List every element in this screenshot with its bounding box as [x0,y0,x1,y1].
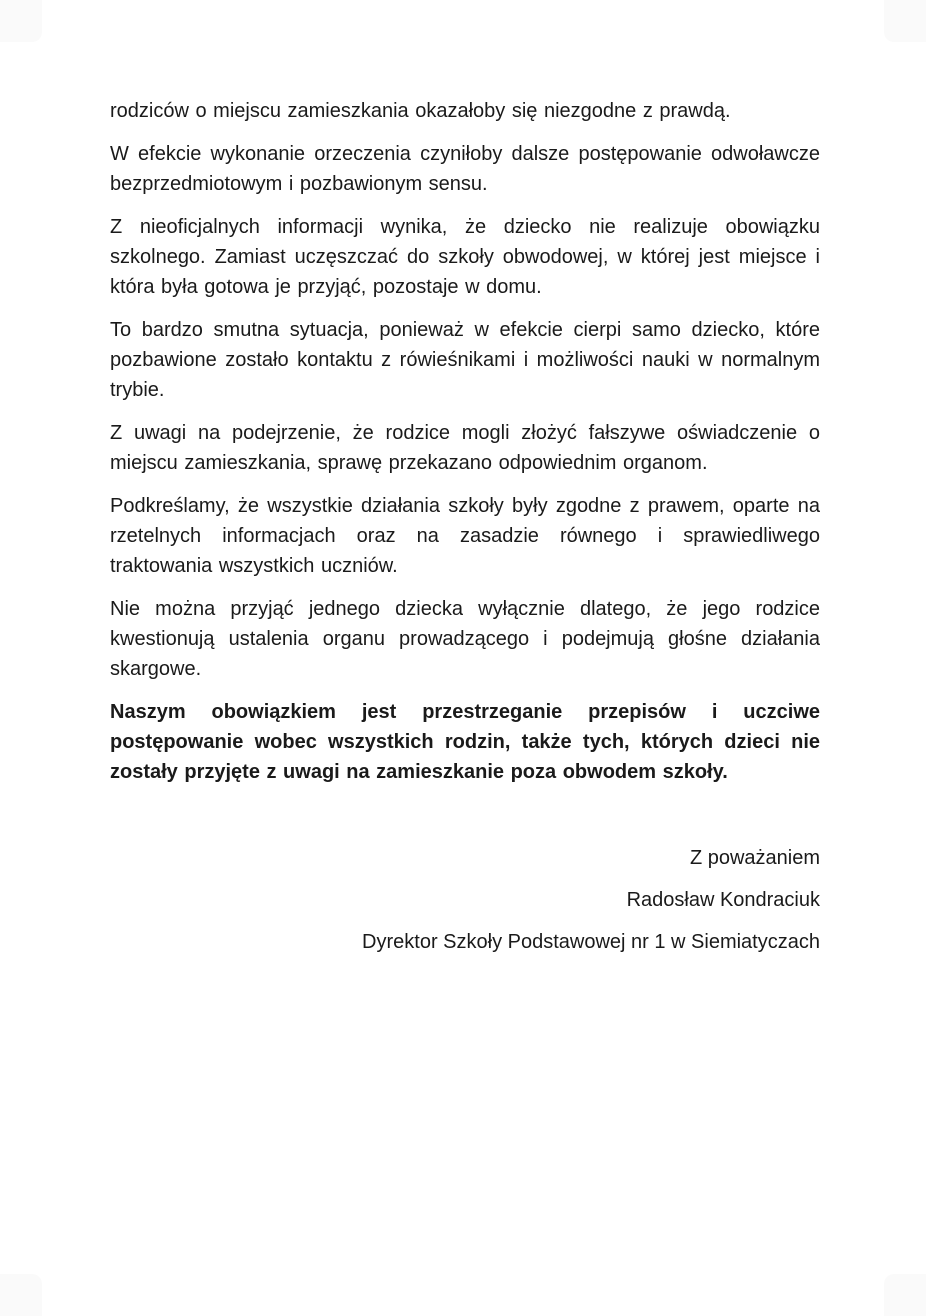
letter-paragraph: Z nieoficjalnych informacji wynika, że dziecko nie realizuje obowiązku szkolnego. Zamiast uczęszczać do szkoły obwodowej, w której jest miejsce i która była gotowa je przyjąć, pozostaje w domu. [110,216,820,298]
letter-body [110,96,820,969]
page-corner-shade [884,1274,926,1316]
letter-paragraph: Nie można przyjąć jednego dziecka wyłącznie dlatego, że jego rodzice kwestionują ustalenia organu prowadzącego i podejmują głośne działania skargowe. [110,598,820,680]
letter-paragraph: W efekcie wykonanie orzeczenia czyniłoby dalsze postępowanie odwoławcze bezprzedmiotowym i pozbawionym sensu. [110,143,820,195]
page-corner-shade [0,0,42,42]
page-corner-shade [884,0,926,42]
letter-paragraph: Z uwagi na podejrzenie, że rodzice mogli złożyć fałszywe oświadczenie o miejscu zamieszkania, sprawę przekazano odpowiednim organom. [110,422,820,474]
letter-paragraph: Podkreślamy, że wszystkie działania szkoły były zgodne z prawem, oparte na rzetelnych informacjach oraz na zasadzie równego i sprawiedliwego traktowania wszystkich uczniów. [110,495,820,577]
signature-block [110,843,820,957]
letter-paragraph: To bardzo smutna sytuacja, ponieważ w efekcie cierpi samo dziecko, które pozbawione zostało kontaktu z rówieśnikami i możliwości nauki w normalnym trybie. [110,319,820,401]
signature-closing: Z poważaniem [689,847,820,869]
page-corner-shade [0,1274,42,1316]
letter-paragraph: Naszym obowiązkiem jest przestrzeganie przepisów i uczciwe postępowanie wobec wszystkich rodzin, także tych, których dzieci nie zostały przyjęte z uwagi na zamieszkanie poza obwodem szkoły. [110,701,820,783]
signature-name: Radosław Kondraciuk [626,889,820,911]
letter-paragraph: rodziców o miejscu zamieszkania okazałoby się niezgodne z prawdą. [110,100,731,122]
signature-title: Dyrektor Szkoły Podstawowej nr 1 w Siemiatyczach [362,931,820,953]
letter-paragraphs [110,96,820,787]
